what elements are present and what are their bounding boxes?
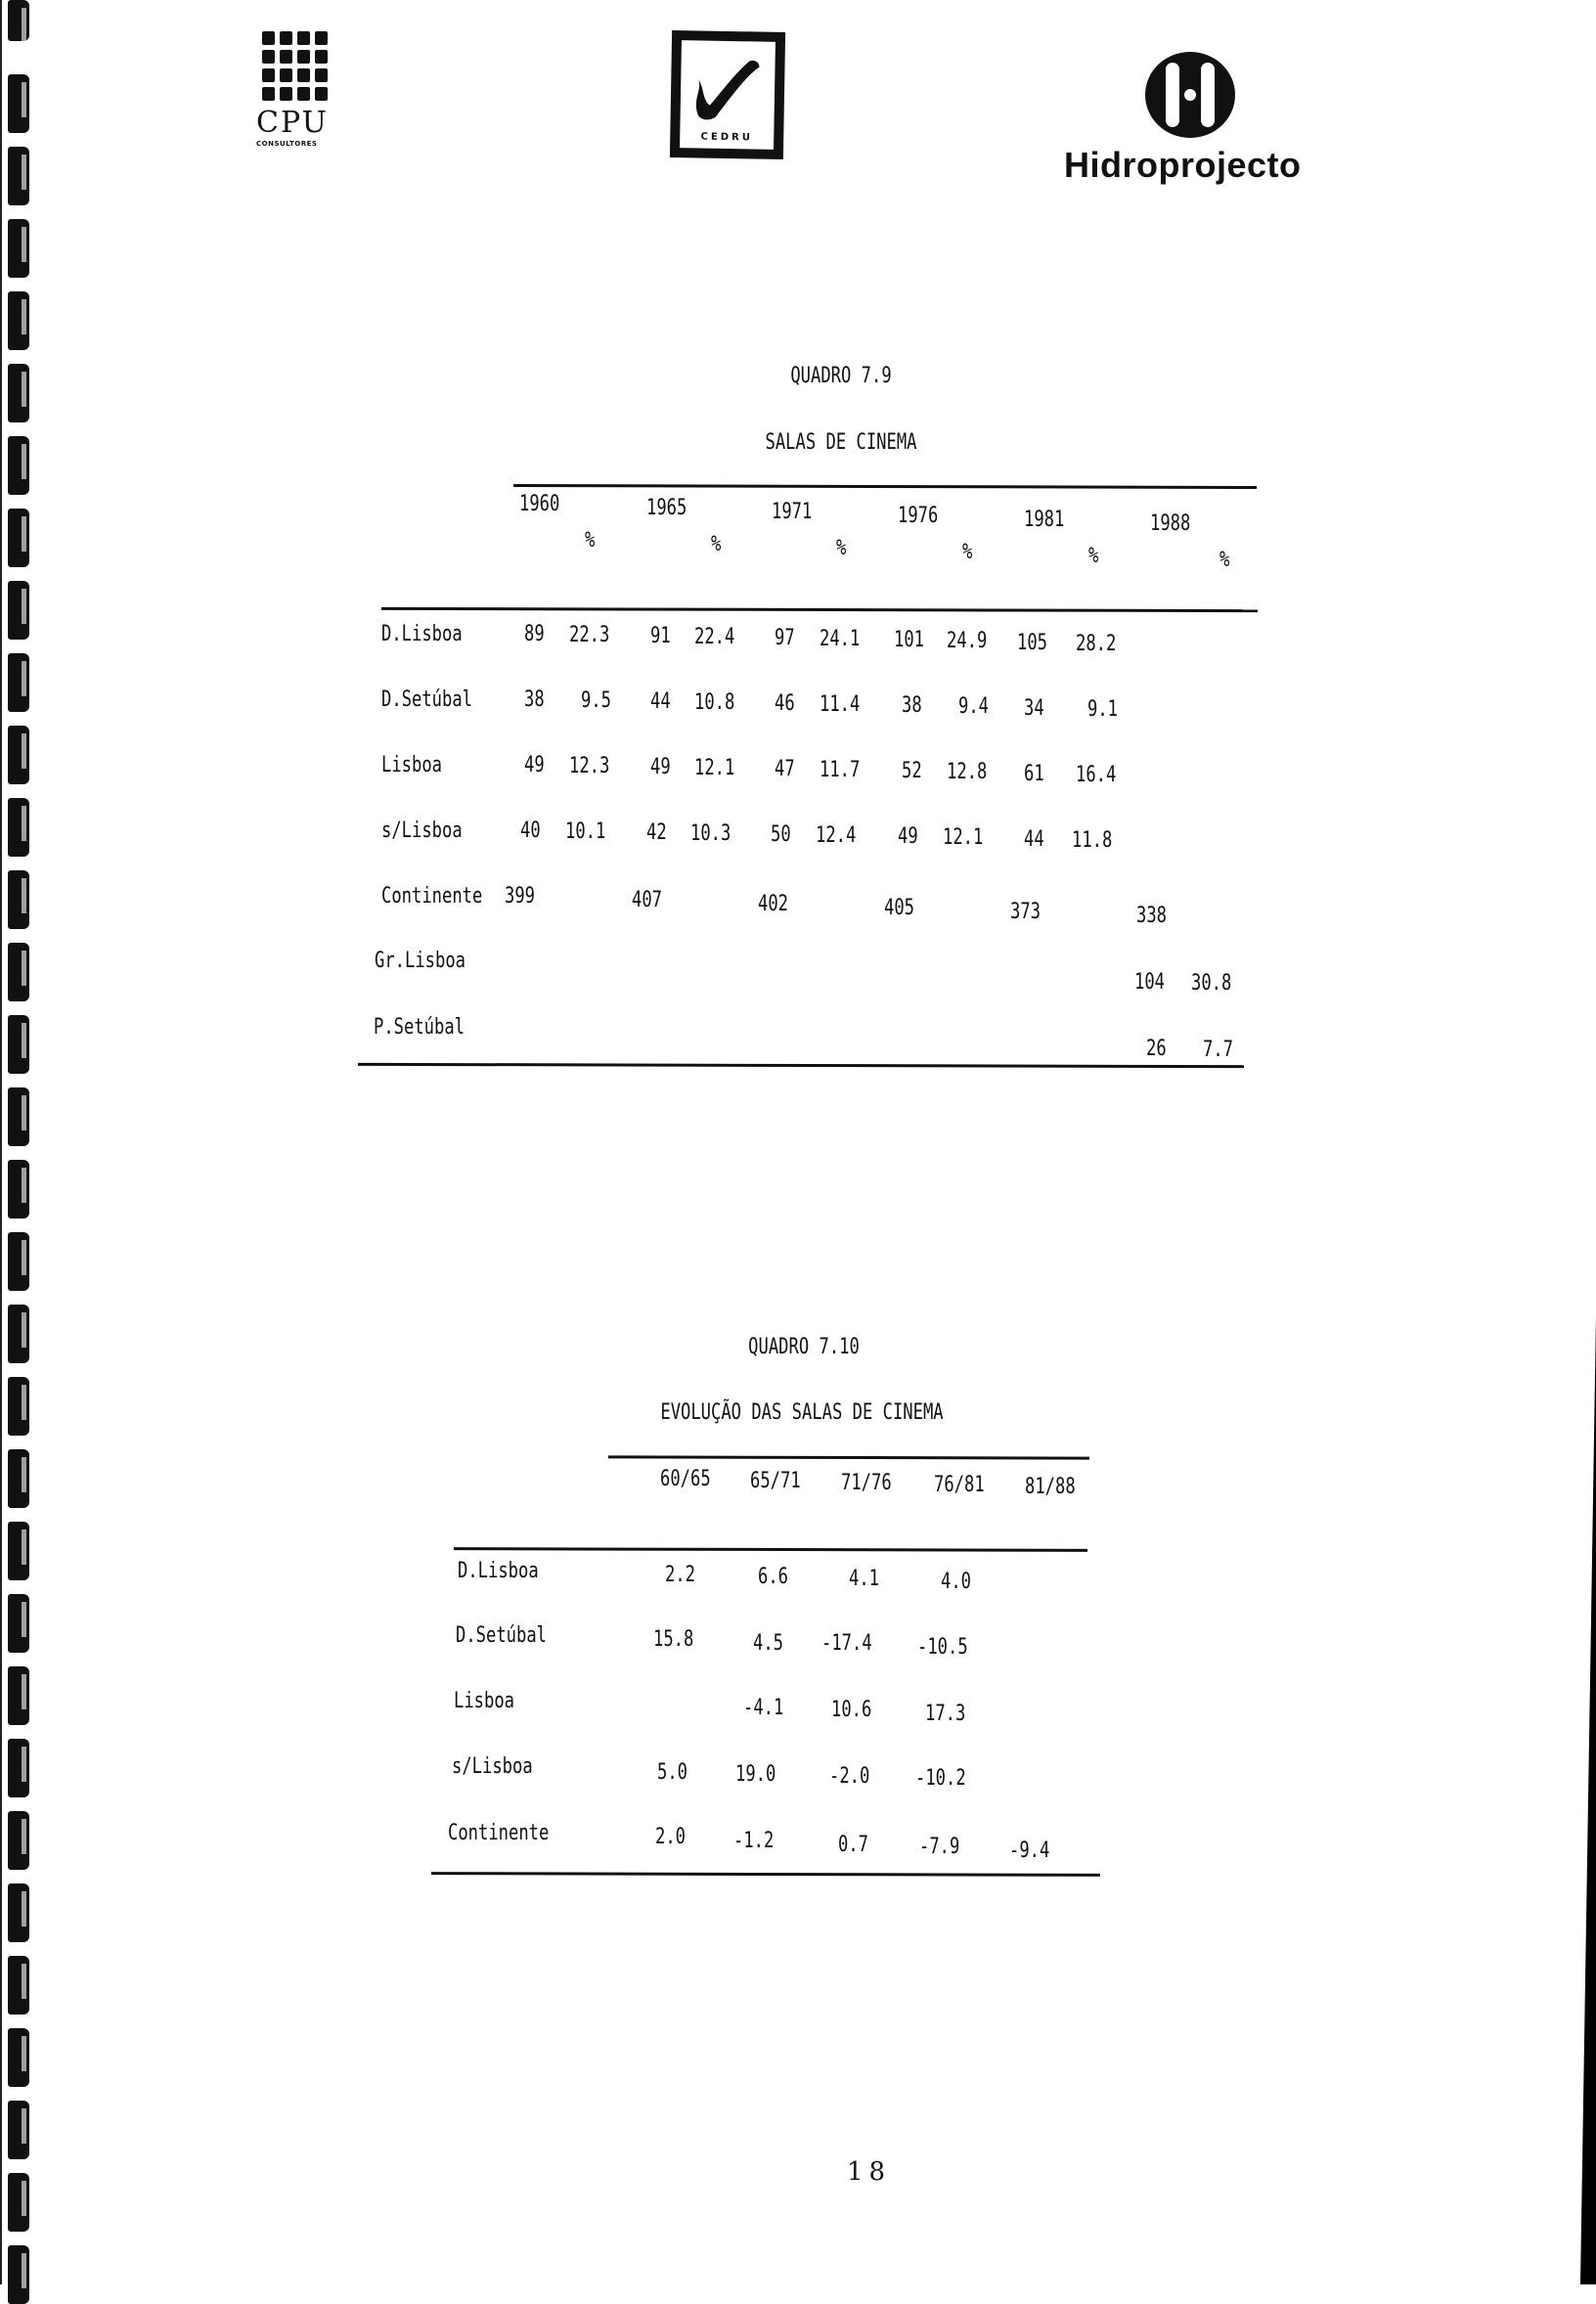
cell: 407: [632, 888, 663, 912]
period-header: 65/71: [750, 1469, 801, 1493]
binding-hole-icon: [8, 364, 29, 422]
cell: 44: [650, 689, 671, 714]
year-header: 1976: [898, 504, 939, 528]
cell: 11.8: [1072, 828, 1113, 853]
cell: 105: [1017, 631, 1048, 655]
binding-hole-icon: [8, 1594, 29, 1653]
binding-hole-icon: [8, 436, 29, 495]
binding-hole-icon: [8, 147, 29, 205]
cell: 44: [1024, 827, 1044, 852]
table2-top-rule: [608, 1455, 1089, 1459]
cell: 24.1: [820, 627, 861, 651]
cell: 17.3: [925, 1702, 966, 1726]
table1-top-rule: [513, 484, 1257, 489]
binding-hole-icon: [8, 2028, 29, 2087]
binding-hole-icon: [8, 1305, 29, 1363]
cell: 10.1: [565, 820, 606, 844]
cell: -4.1: [743, 1696, 784, 1720]
cell: 38: [524, 687, 545, 712]
binding-hole-icon: [8, 2173, 29, 2232]
row-label: Continente: [448, 1821, 550, 1845]
binding-hole-icon: [8, 291, 29, 350]
cell: 30.8: [1191, 971, 1232, 996]
percent-header: %: [1219, 548, 1230, 572]
spiral-binding: [0, 0, 39, 2284]
cell: 11.4: [820, 692, 861, 717]
cpu-logo-subtitle: CONSULTORES: [256, 140, 318, 148]
cell: 2.2: [665, 1563, 696, 1587]
hidroprojecto-mark-icon: [1144, 51, 1236, 139]
cell: 12.1: [943, 825, 984, 850]
cell: 373: [1010, 900, 1042, 924]
row-label: D.Lisboa: [381, 622, 463, 646]
cell: 91: [650, 624, 671, 648]
cell: 49: [650, 755, 671, 779]
scan-shadow-right: [1580, 1315, 1596, 2284]
cpu-logo-text: CPU: [256, 106, 329, 140]
period-header: 60/65: [660, 1467, 711, 1491]
binding-hole-icon: [8, 0, 29, 41]
cell: 16.4: [1076, 763, 1117, 787]
cell: 10.6: [831, 1698, 872, 1722]
cell: 101: [894, 628, 925, 652]
cell: 26: [1146, 1037, 1167, 1061]
cell: -10.5: [917, 1635, 968, 1660]
percent-header: %: [585, 528, 596, 553]
binding-hole-icon: [8, 74, 29, 133]
cell: 19.0: [735, 1762, 776, 1787]
binding-hole-icon: [8, 1015, 29, 1074]
cell: 405: [884, 896, 915, 920]
cell: 22.4: [694, 625, 735, 649]
period-header: 71/76: [841, 1471, 892, 1495]
cell: 49: [524, 753, 545, 777]
binding-hole-icon: [8, 2101, 29, 2159]
table2-title: EVOLUÇÃO DAS SALAS DE CINEMA: [660, 1400, 944, 1425]
cell: 4.5: [753, 1631, 784, 1656]
cell: 6.6: [758, 1565, 789, 1589]
cell: 2.0: [655, 1825, 687, 1849]
binding-hole-icon: [8, 1087, 29, 1146]
cell: 49: [898, 824, 918, 849]
binding-hole-icon: [8, 1739, 29, 1797]
binding-hole-icon: [8, 870, 29, 929]
logo-cedru: [670, 30, 785, 159]
binding-hole-icon: [8, 1160, 29, 1218]
cell: 12.1: [694, 756, 735, 780]
binding-hole-icon: [8, 653, 29, 712]
cell: 34: [1024, 696, 1044, 721]
binding-hole-icon: [8, 1522, 29, 1580]
row-label: Lisboa: [454, 1689, 514, 1713]
binding-hole-icon: [8, 1666, 29, 1725]
cell: 11.7: [820, 758, 861, 782]
row-label: D.Setúbal: [381, 687, 472, 712]
cell: 47: [775, 757, 795, 781]
year-header: 1960: [519, 492, 560, 516]
table1-bottom-rule: [358, 1063, 1244, 1068]
page-number: 18: [847, 2157, 892, 2187]
binding-hole-icon: [8, 1811, 29, 1870]
cell: -10.2: [915, 1766, 966, 1791]
binding-hole-icon: [8, 581, 29, 640]
row-label: s/Lisboa: [381, 819, 463, 843]
binding-hole-icon: [8, 1449, 29, 1508]
table2-bottom-rule: [431, 1872, 1100, 1877]
cell: 5.0: [657, 1760, 688, 1785]
cell: 0.7: [838, 1833, 869, 1857]
binding-hole-icon: [8, 509, 29, 567]
binding-hole-icon: [8, 1883, 29, 1942]
cell: 28.2: [1076, 632, 1117, 656]
cell: 52: [902, 759, 922, 783]
cell: 46: [775, 691, 795, 716]
row-label: Gr.Lisboa: [375, 949, 466, 973]
table1-caption: QUADRO 7.9: [790, 364, 892, 388]
period-header: 81/88: [1025, 1475, 1076, 1499]
cell: 61: [1024, 762, 1044, 786]
row-label: D.Setúbal: [456, 1623, 547, 1648]
binding-hole-icon: [8, 1956, 29, 2015]
cell: 7.7: [1203, 1038, 1234, 1062]
cell: 97: [775, 626, 795, 650]
table1-title: SALAS DE CINEMA: [765, 430, 917, 455]
cell: -7.9: [919, 1835, 960, 1859]
binding-hole-icon: [8, 943, 29, 1001]
cell: 89: [524, 622, 545, 646]
percent-header: %: [1088, 544, 1099, 568]
cell: -9.4: [1009, 1839, 1050, 1863]
row-label: D.Lisboa: [458, 1559, 539, 1583]
cell: 4.1: [849, 1567, 880, 1591]
cell: -1.2: [733, 1829, 775, 1853]
cell: 338: [1136, 904, 1168, 928]
percent-header: %: [836, 536, 847, 560]
percent-header: %: [962, 540, 973, 564]
cell: 12.4: [816, 823, 857, 848]
cell: 15.8: [653, 1627, 694, 1652]
hidroprojecto-logo-text: Hidroprojecto: [1064, 145, 1302, 185]
cell: 402: [758, 892, 789, 916]
cpu-grid-icon: [262, 31, 329, 101]
cell: 50: [771, 822, 791, 847]
row-label: s/Lisboa: [452, 1754, 533, 1779]
year-header: 1981: [1024, 508, 1065, 532]
cell: 22.3: [569, 623, 610, 647]
cell: 38: [902, 693, 922, 718]
row-label: P.Setúbal: [374, 1015, 465, 1040]
row-label: Continente: [381, 884, 483, 908]
period-header: 76/81: [934, 1473, 985, 1497]
cell: 10.3: [690, 821, 732, 846]
year-header: 1965: [646, 496, 687, 520]
cell: 9.4: [958, 694, 990, 719]
cedru-wave-icon: [680, 44, 776, 134]
binding-hole-icon: [8, 726, 29, 784]
table2-caption: QUADRO 7.10: [748, 1335, 860, 1359]
table1-header-rule: [381, 607, 1258, 612]
cell: 12.8: [947, 760, 988, 784]
year-header: 1971: [772, 500, 813, 524]
cell: -17.4: [821, 1631, 872, 1656]
binding-hole-icon: [8, 1232, 29, 1291]
cell: -2.0: [829, 1764, 870, 1789]
binding-hole-icon: [8, 1377, 29, 1436]
cell: 10.8: [694, 690, 735, 715]
row-label: Lisboa: [381, 753, 442, 777]
cell: 24.9: [947, 629, 988, 653]
cedru-logo-text: CEDRU: [700, 131, 753, 144]
cell: 104: [1134, 970, 1166, 995]
percent-header: %: [711, 532, 722, 556]
cell: 42: [646, 820, 667, 845]
binding-hole-icon: [8, 2245, 29, 2304]
year-header: 1988: [1150, 511, 1191, 536]
cell: 4.0: [941, 1570, 972, 1594]
cell: 12.3: [569, 754, 610, 778]
cell: 9.1: [1087, 697, 1119, 722]
cell: 9.5: [581, 688, 612, 713]
table2-header-rule: [454, 1547, 1087, 1552]
binding-hole-icon: [8, 798, 29, 857]
cell: 399: [505, 884, 536, 908]
cell: 40: [520, 819, 541, 843]
binding-hole-icon: [8, 219, 29, 278]
